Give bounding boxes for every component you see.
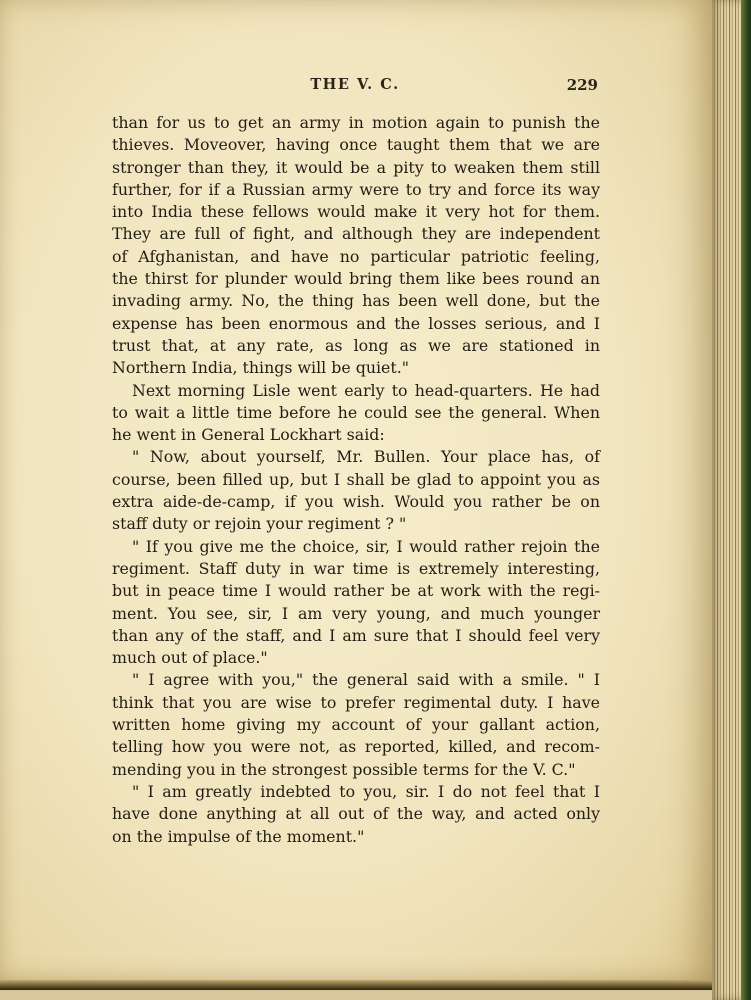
text-line: he went in General Lockhart said: (112, 425, 385, 445)
text-line: to wait a little time before he could see the general. When (112, 402, 600, 422)
text-line: invading army. No, the thing has been well done, but the (112, 291, 600, 311)
text-line: the thirst for plunder would bring them like bees round an (112, 269, 600, 289)
text-line: extra aide-de-camp, if you wish. Would you rather be on (112, 492, 600, 512)
text-line: much out of place." (112, 648, 268, 668)
text-line: " I am greatly indebted to you, sir. I do not feel that I (132, 781, 600, 801)
text-line: They are full of fight, and although they are independent (112, 224, 600, 244)
running-head-title: THE V. C. (310, 76, 400, 93)
running-head (112, 76, 598, 98)
text-line: " If you give me the choice, sir, I would rather rejoin the (132, 536, 600, 556)
text-line: than for us to get an army in motion again to punish the (112, 113, 600, 132)
text-line: thieves. Moveover, having once taught them that we are (112, 135, 600, 155)
page-bottom-edge (0, 980, 712, 990)
book-cover-edge (741, 0, 751, 1000)
text-line: think that you are wise to prefer regimental duty. I have (112, 692, 600, 712)
body-text (112, 112, 600, 848)
text-line: Northern India, things will be quiet." (112, 358, 410, 378)
text-line: course, been filled up, but I shall be glad to appoint you as (112, 469, 600, 489)
text-line: regiment. Staff duty in war time is extremely interesting, (112, 558, 600, 578)
text-line: but in peace time I would rather be at work with the regi- (112, 581, 600, 601)
text-line: further, for if a Russian army were to try and force its way (112, 179, 600, 199)
text-line: ment. You see, sir, I am very young, and much younger (112, 603, 600, 623)
text-line: trust that, at any rate, as long as we are stationed in (112, 335, 600, 355)
text-line: on the impulse of the moment." (112, 826, 365, 846)
text-line: Next morning Lisle went early to head-quarters. He had (132, 380, 600, 400)
text-line: staff duty or rejoin your regiment ? " (112, 514, 407, 534)
text-line: " I agree with you," the general said with a smile. " I (132, 670, 600, 690)
text-line: " Now, about yourself, Mr. Bullen. Your place has, of (132, 447, 600, 467)
page-stack-edge (712, 0, 751, 1000)
text-line: have done anything at all out of the way, and acted only (112, 804, 600, 824)
text-line: than any of the staff, and I am sure that I should feel very (112, 625, 600, 645)
text-line: into India these fellows would make it very hot for them. (112, 202, 600, 222)
text-line: telling how you were not, as reported, killed, and recom- (112, 737, 600, 757)
page-number: 229 (566, 76, 598, 94)
text-line: of Afghanistan, and have no particular patriotic feeling, (112, 246, 600, 266)
text-line: mending you in the strongest possible terms for the V. C." (112, 759, 576, 779)
text-line: stronger than they, it would be a pity to weaken them still (112, 157, 600, 177)
text-line: written home giving my account of your gallant action, (112, 715, 600, 735)
text-line: expense has been enormous and the losses serious, and I (112, 313, 600, 333)
